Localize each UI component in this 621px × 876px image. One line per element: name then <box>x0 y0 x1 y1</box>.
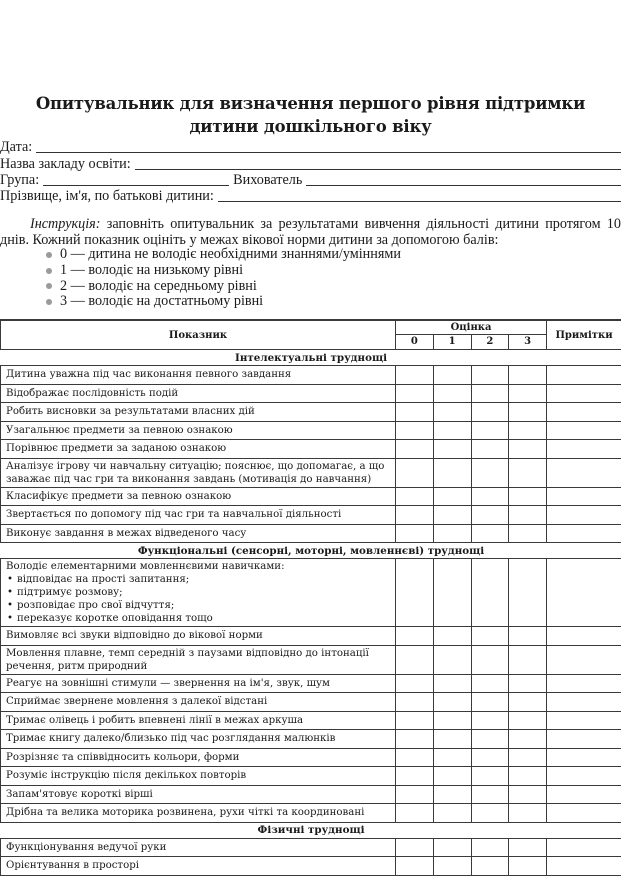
score-3-header: 3 <box>509 334 547 349</box>
score-2-cell[interactable] <box>471 730 509 749</box>
score-0-cell[interactable] <box>396 384 434 403</box>
score-3-cell[interactable] <box>509 804 547 823</box>
score-1-cell[interactable] <box>433 730 471 749</box>
section-header-row <box>1 822 621 838</box>
table-row <box>1 627 621 646</box>
table-row <box>1 674 621 693</box>
indicator-text: Орієнтування в просторі <box>6 859 390 872</box>
indicator-cell <box>1 693 396 712</box>
score-1-cell[interactable] <box>433 674 471 693</box>
score-2-cell[interactable] <box>471 748 509 767</box>
score-1-cell[interactable] <box>433 785 471 804</box>
indicator-cell <box>1 506 396 525</box>
notes-cell[interactable] <box>547 627 621 646</box>
section-title: Інтелектуальні труднощі <box>1 350 621 366</box>
indicator-cell <box>1 730 396 749</box>
score-0-cell[interactable] <box>396 421 434 440</box>
score-3-cell[interactable] <box>509 421 547 440</box>
institution-field-row <box>0 155 621 171</box>
score-1-cell[interactable] <box>433 403 471 422</box>
score-2-cell[interactable] <box>471 506 509 525</box>
score-0-cell[interactable] <box>396 645 434 674</box>
score-3-cell[interactable] <box>509 730 547 749</box>
bullet-icon <box>46 283 52 289</box>
notes-cell[interactable] <box>547 506 621 525</box>
score-1-header: 1 <box>433 334 471 349</box>
bullet-icon <box>46 252 52 258</box>
indicator-text: Узагальнює предмети за певною ознакою <box>6 424 390 437</box>
indicator-text: Відображає послідовність подій <box>6 387 390 400</box>
score-3-cell[interactable] <box>509 748 547 767</box>
score-2-cell[interactable] <box>471 559 509 627</box>
score-2-cell[interactable] <box>471 487 509 506</box>
score-1-cell[interactable] <box>433 384 471 403</box>
table-row <box>1 730 621 749</box>
notes-cell[interactable] <box>547 403 621 422</box>
scale-item <box>46 294 401 310</box>
bullet-icon <box>46 268 52 274</box>
score-0-cell[interactable] <box>396 524 434 543</box>
table-body <box>1 350 621 876</box>
indicator-cell <box>1 403 396 422</box>
notes-cell[interactable] <box>547 559 621 627</box>
table-row <box>1 440 621 459</box>
indicator-cell <box>1 674 396 693</box>
bullet-icon <box>46 299 52 305</box>
score-0-cell[interactable] <box>396 674 434 693</box>
score-1-cell[interactable] <box>433 857 471 876</box>
indicator-cell <box>1 804 396 823</box>
indicator-sub-item: • підтримує розмову; <box>6 586 390 599</box>
notes-cell[interactable] <box>547 487 621 506</box>
score-3-cell[interactable] <box>509 487 547 506</box>
scale-item <box>46 279 401 295</box>
indicator-text: Запам'ятовує короткі вірші <box>6 788 390 801</box>
teacher-label: Вихователь <box>229 173 306 188</box>
indicator-text: Володіє елементарними мовленнєвими навичками: <box>6 560 390 573</box>
score-1-cell[interactable] <box>433 506 471 525</box>
score-0-cell[interactable] <box>396 440 434 459</box>
score-1-cell[interactable] <box>433 748 471 767</box>
score-0-cell[interactable] <box>396 366 434 385</box>
score-1-cell[interactable] <box>433 838 471 857</box>
score-1-cell[interactable] <box>433 559 471 627</box>
score-3-cell[interactable] <box>509 674 547 693</box>
notes-cell[interactable] <box>547 674 621 693</box>
indicator-text: Дитина уважна під час виконання певного завдання <box>6 368 390 381</box>
indicator-text: Тримає книгу далеко/близько під час розглядання малюнків <box>6 732 390 745</box>
notes-cell[interactable] <box>547 748 621 767</box>
table-row <box>1 711 621 730</box>
score-3-cell[interactable] <box>509 559 547 627</box>
indicator-text: Робить висновки за результатами власних дій <box>6 405 390 418</box>
notes-cell[interactable] <box>547 524 621 543</box>
table-row <box>1 785 621 804</box>
section-title: Функціональні (сенсорні, моторні, мовленнєві) труднощі <box>1 543 621 559</box>
indicator-text: Реагує на зовнішні стимули — звернення на ім'я, звук, шум <box>6 677 390 690</box>
score-3-cell[interactable] <box>509 645 547 674</box>
scale-item-text: 0 — дитина не володіє необхідними знаннями/уміннями <box>60 247 401 263</box>
section-header-row <box>1 350 621 366</box>
score-2-cell[interactable] <box>471 366 509 385</box>
indicator-cell <box>1 366 396 385</box>
score-3-cell[interactable] <box>509 785 547 804</box>
table-row <box>1 421 621 440</box>
scale-item-text: 1 — володіє на низькому рівні <box>60 263 243 279</box>
score-2-cell[interactable] <box>471 645 509 674</box>
notes-cell[interactable] <box>547 804 621 823</box>
table-row <box>1 524 621 543</box>
indicator-text: Класифікує предмети за певною ознакою <box>6 490 390 503</box>
notes-cell[interactable] <box>547 421 621 440</box>
score-2-cell[interactable] <box>471 711 509 730</box>
indicator-text: Сприймає звернене мовлення з далекої відстані <box>6 695 390 708</box>
scale-item <box>46 247 401 263</box>
indicator-cell <box>1 857 396 876</box>
score-2-cell[interactable] <box>471 440 509 459</box>
indicator-text: Мовлення плавне, темп середній з паузами відповідно до інтонації речення, ритм природний <box>6 647 390 673</box>
score-1-cell[interactable] <box>433 440 471 459</box>
child-name-field[interactable] <box>218 190 621 202</box>
scale-item-text: 2 — володіє на середньому рівні <box>60 279 257 295</box>
score-2-cell[interactable] <box>471 674 509 693</box>
indicator-text: Звертається по допомогу під час гри та навчальної діяльності <box>6 508 390 521</box>
indicator-text: Дрібна та велика моторика розвинена, рухи чіткі та координовані <box>6 806 390 819</box>
date-label: Дата: <box>0 140 36 155</box>
institution-field[interactable] <box>135 158 621 170</box>
score-0-cell[interactable] <box>396 785 434 804</box>
indicator-text: Розрізняє та співвідносить кольори, форми <box>6 751 390 764</box>
indicator-sub-item: • відповідає на прості запитання; <box>6 573 390 586</box>
score-1-cell[interactable] <box>433 487 471 506</box>
table-row <box>1 559 621 627</box>
score-2-cell[interactable] <box>471 767 509 786</box>
date-field[interactable] <box>36 141 621 153</box>
score-3-cell[interactable] <box>509 458 547 487</box>
notes-cell[interactable] <box>547 458 621 487</box>
score-0-cell[interactable] <box>396 458 434 487</box>
table-row <box>1 748 621 767</box>
score-1-cell[interactable] <box>433 421 471 440</box>
score-2-cell[interactable] <box>471 838 509 857</box>
indicator-cell <box>1 627 396 646</box>
table-row <box>1 767 621 786</box>
score-2-cell[interactable] <box>471 458 509 487</box>
table-row <box>1 804 621 823</box>
indicator-header: Показник <box>1 320 396 350</box>
score-0-cell[interactable] <box>396 627 434 646</box>
group-label: Група: <box>0 173 43 188</box>
score-2-cell[interactable] <box>471 403 509 422</box>
score-0-cell[interactable] <box>396 804 434 823</box>
indicator-cell <box>1 487 396 506</box>
score-0-cell[interactable] <box>396 693 434 712</box>
instruction-lead: Інструкція: <box>30 216 101 232</box>
indicator-cell <box>1 838 396 857</box>
score-3-cell[interactable] <box>509 627 547 646</box>
notes-cell[interactable] <box>547 711 621 730</box>
score-2-cell[interactable] <box>471 804 509 823</box>
indicator-text: Розуміє інструкцію після декількох повторів <box>6 769 390 782</box>
child-name-label: Прізвище, ім'я, по батькові дитини: <box>0 189 218 204</box>
score-1-cell[interactable] <box>433 627 471 646</box>
score-3-cell[interactable] <box>509 711 547 730</box>
section-header-row <box>1 543 621 559</box>
score-3-cell[interactable] <box>509 857 547 876</box>
table-row <box>1 366 621 385</box>
indicator-cell <box>1 421 396 440</box>
table-row <box>1 384 621 403</box>
score-0-header: 0 <box>396 334 434 349</box>
score-3-cell[interactable] <box>509 506 547 525</box>
instruction-text: заповніть опитувальник за результатами вивчення діяльності дитини протягом 10 днів. Кожний показник оцініть у межах вікової норми дитини за допомогою балів: <box>0 216 621 248</box>
notes-cell[interactable] <box>547 838 621 857</box>
form-fields <box>0 139 621 204</box>
table-row <box>1 487 621 506</box>
table-row <box>1 838 621 857</box>
score-3-cell[interactable] <box>509 524 547 543</box>
score-1-cell[interactable] <box>433 767 471 786</box>
score-header: Оцінка <box>396 320 547 334</box>
score-2-cell[interactable] <box>471 524 509 543</box>
scale-item <box>46 263 401 279</box>
score-0-cell[interactable] <box>396 506 434 525</box>
notes-cell[interactable] <box>547 645 621 674</box>
table-row <box>1 403 621 422</box>
section-title: Фізичні труднощі <box>1 822 621 838</box>
score-3-cell[interactable] <box>509 384 547 403</box>
score-1-cell[interactable] <box>433 711 471 730</box>
score-0-cell[interactable] <box>396 857 434 876</box>
score-1-cell[interactable] <box>433 458 471 487</box>
notes-cell[interactable] <box>547 785 621 804</box>
notes-header: Примітки <box>547 320 621 350</box>
score-2-cell[interactable] <box>471 627 509 646</box>
indicator-text: Функціонування ведучої руки <box>6 841 390 854</box>
date-field-row <box>0 139 621 155</box>
score-0-cell[interactable] <box>396 748 434 767</box>
indicator-cell <box>1 458 396 487</box>
group-field[interactable] <box>43 174 229 186</box>
score-0-cell[interactable] <box>396 838 434 857</box>
score-2-cell[interactable] <box>471 384 509 403</box>
questionnaire-table <box>0 319 621 876</box>
table-row <box>1 458 621 487</box>
indicator-sub-list <box>6 573 390 625</box>
score-2-cell[interactable] <box>471 857 509 876</box>
indicator-text: Виконує завдання в межах відведеного часу <box>6 527 390 540</box>
score-0-cell[interactable] <box>396 487 434 506</box>
score-1-cell[interactable] <box>433 524 471 543</box>
notes-cell[interactable] <box>547 857 621 876</box>
score-2-header: 2 <box>471 334 509 349</box>
table-header-row <box>1 320 621 334</box>
notes-cell[interactable] <box>547 767 621 786</box>
scale-item-text: 3 — володіє на достатньому рівні <box>60 294 263 310</box>
score-0-cell[interactable] <box>396 767 434 786</box>
score-0-cell[interactable] <box>396 730 434 749</box>
table-row <box>1 645 621 674</box>
indicator-cell <box>1 524 396 543</box>
score-1-cell[interactable] <box>433 693 471 712</box>
score-2-cell[interactable] <box>471 785 509 804</box>
score-3-cell[interactable] <box>509 366 547 385</box>
child-name-field-row <box>0 188 621 204</box>
score-3-cell[interactable] <box>509 403 547 422</box>
indicator-cell <box>1 785 396 804</box>
indicator-cell <box>1 748 396 767</box>
notes-cell[interactable] <box>547 384 621 403</box>
instruction-paragraph <box>0 216 621 248</box>
score-3-cell[interactable] <box>509 440 547 459</box>
indicator-cell <box>1 440 396 459</box>
score-1-cell[interactable] <box>433 804 471 823</box>
indicator-cell <box>1 645 396 674</box>
indicator-text: Вимовляє всі звуки відповідно до вікової норми <box>6 629 390 642</box>
score-1-cell[interactable] <box>433 366 471 385</box>
score-1-cell[interactable] <box>433 645 471 674</box>
notes-cell[interactable] <box>547 730 621 749</box>
indicator-sub-item: • переказує коротке оповідання тощо <box>6 612 390 625</box>
notes-cell[interactable] <box>547 693 621 712</box>
teacher-field[interactable] <box>306 174 621 186</box>
score-2-cell[interactable] <box>471 421 509 440</box>
indicator-cell <box>1 384 396 403</box>
table-row <box>1 693 621 712</box>
indicator-text: Тримає олівець і робить впевнені лінії в межах аркуша <box>6 714 390 727</box>
score-3-cell[interactable] <box>509 693 547 712</box>
score-3-cell[interactable] <box>509 838 547 857</box>
indicator-cell <box>1 711 396 730</box>
table-row <box>1 857 621 876</box>
document-title: Опитувальник для визначення першого рівня підтримки дитини дошкільного віку <box>0 92 621 138</box>
table-row <box>1 506 621 525</box>
indicator-sub-item: • розповідає про свої відчуття; <box>6 599 390 612</box>
institution-label: Назва закладу освіти: <box>0 157 135 172</box>
score-3-cell[interactable] <box>509 767 547 786</box>
notes-cell[interactable] <box>547 440 621 459</box>
score-0-cell[interactable] <box>396 711 434 730</box>
indicator-text: Порівнює предмети за заданою ознакою <box>6 442 390 455</box>
score-0-cell[interactable] <box>396 559 434 627</box>
score-0-cell[interactable] <box>396 403 434 422</box>
score-scale-list <box>46 247 401 310</box>
notes-cell[interactable] <box>547 366 621 385</box>
indicator-cell <box>1 767 396 786</box>
score-2-cell[interactable] <box>471 693 509 712</box>
group-teacher-field-row <box>0 172 621 188</box>
indicator-cell <box>1 559 396 627</box>
indicator-text: Аналізує ігрову чи навчальну ситуацію; пояснює, що допомагає, а що заважає під час гри та виконання завдань (мотивація до навчання) <box>6 460 390 486</box>
